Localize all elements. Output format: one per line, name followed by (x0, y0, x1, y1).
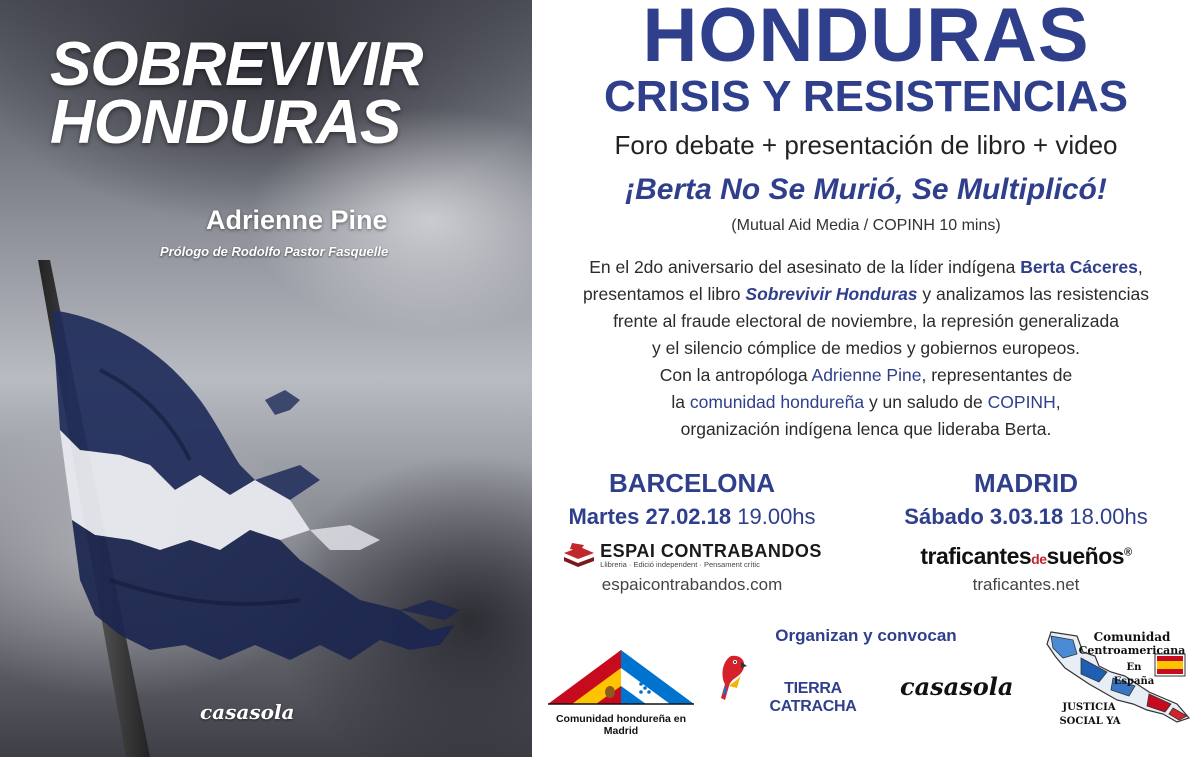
organizers-title: Organizan y convocan (775, 626, 957, 645)
venue-city: BARCELONA (608, 468, 776, 498)
comunidad-madrid-label: Comunidad hondureña en Madrid (555, 713, 687, 737)
description-text: la (671, 392, 690, 412)
tierra-catracha-name: TIERRA CATRACHA (769, 680, 857, 715)
description-line (532, 254, 1200, 281)
torn-flag-illustration (0, 250, 532, 757)
book-publisher-logo: casasola (200, 700, 295, 724)
venue-url[interactable]: traficantes.net (972, 575, 1080, 594)
description-line (532, 362, 1200, 389)
venue-barcelona (532, 468, 852, 596)
espai-text (600, 542, 822, 570)
author-highlight: Adrienne Pine (811, 365, 922, 385)
casasola-logo: casasola (900, 672, 1014, 701)
book-prologue: Prólogo de Rodolfo Pastor Fasquelle (160, 244, 389, 259)
description-text: , (1055, 392, 1061, 412)
book-title-highlight: Sobrevivir Honduras (745, 284, 918, 304)
book-title-line1: SOBREVIVIR (50, 30, 423, 99)
venue-date: Sábado 3.03.18 (904, 504, 1064, 529)
tierra-catracha-logo (717, 652, 887, 715)
comunidad-centroamericana-logo (1037, 626, 1197, 746)
description-text: y analizamos las resistencias (917, 284, 1150, 304)
book-author: Adrienne Pine (206, 205, 388, 235)
description-text: , representantes de (921, 365, 1073, 385)
description-line: frente al fraude electoral de noviembre, la represión generalizada (613, 311, 1119, 331)
centro-line: España (1113, 676, 1155, 687)
copinh-highlight: COPINH (987, 392, 1056, 412)
traficantes-wordmark (920, 543, 1131, 570)
event-description (532, 254, 1200, 443)
description-line: y el silencio cómplice de medios y gobiernos europeos. (651, 338, 1080, 358)
traficantes-part2: de (1031, 550, 1047, 567)
description-line (532, 281, 1200, 308)
registered-mark: ® (1124, 545, 1132, 558)
description-text: , (1137, 257, 1143, 277)
description-text: y un saludo de (864, 392, 988, 412)
event-subheadline: CRISIS Y RESISTENCIAS (603, 72, 1129, 121)
traficantes-part3: sueños (1046, 542, 1125, 569)
event-panel (532, 0, 1200, 757)
video-title: ¡Berta No Se Murió, Se Multiplicó! (625, 173, 1107, 206)
venue-date: Martes 27.02.18 (568, 504, 732, 529)
venue-url[interactable]: espaicontrabandos.com (601, 575, 783, 594)
description-text: En el 2do aniversario del asesinato de la líder indígena (589, 257, 1021, 277)
video-credit: (Mutual Aid Media / COPINH 10 mins) (731, 217, 1001, 234)
book-title-line2: HONDURAS (50, 88, 401, 157)
book-cover (0, 0, 532, 757)
event-program: Foro debate + presentación de libro + video (614, 130, 1118, 160)
centro-line: En (1126, 662, 1142, 673)
book-title (50, 30, 510, 157)
spain-honduras-flag-triangle (546, 648, 696, 706)
comunidad-hondurena-madrid-logo (542, 648, 700, 737)
espai-contrabandos-logo (532, 538, 852, 574)
centro-line: Centroamericana (1078, 644, 1186, 657)
centro-line: SOCIAL YA (1059, 716, 1121, 727)
description-text: Con la antropóloga (659, 365, 812, 385)
traficantes-part1: traficantes (920, 542, 1032, 569)
espai-name: ESPAI CONTRABANDOS (600, 541, 822, 561)
book-stack-icon (562, 541, 596, 571)
centro-line: JUSTICIA (1062, 702, 1116, 713)
centro-line: Comunidad (1093, 630, 1171, 644)
venue-time: 19.00hs (737, 504, 816, 529)
venue-datetime (866, 502, 1186, 532)
venue-time: 18.00hs (1069, 504, 1148, 529)
traficantes-logo (866, 538, 1186, 574)
description-line: organización indígena lenca que lideraba Berta. (680, 419, 1052, 439)
event-headline: HONDURAS (642, 0, 1090, 78)
berta-caceres-highlight: Berta Cáceres (1020, 257, 1138, 277)
description-text: presentamos el libro (582, 284, 746, 304)
venue-madrid (866, 468, 1186, 596)
venue-datetime (532, 502, 852, 532)
venue-city: MADRID (974, 468, 1078, 498)
community-highlight: comunidad hondureña (689, 392, 865, 412)
description-line (532, 389, 1200, 416)
espai-tagline: Llibreria · Edició independent · Pensament crític (600, 560, 760, 569)
